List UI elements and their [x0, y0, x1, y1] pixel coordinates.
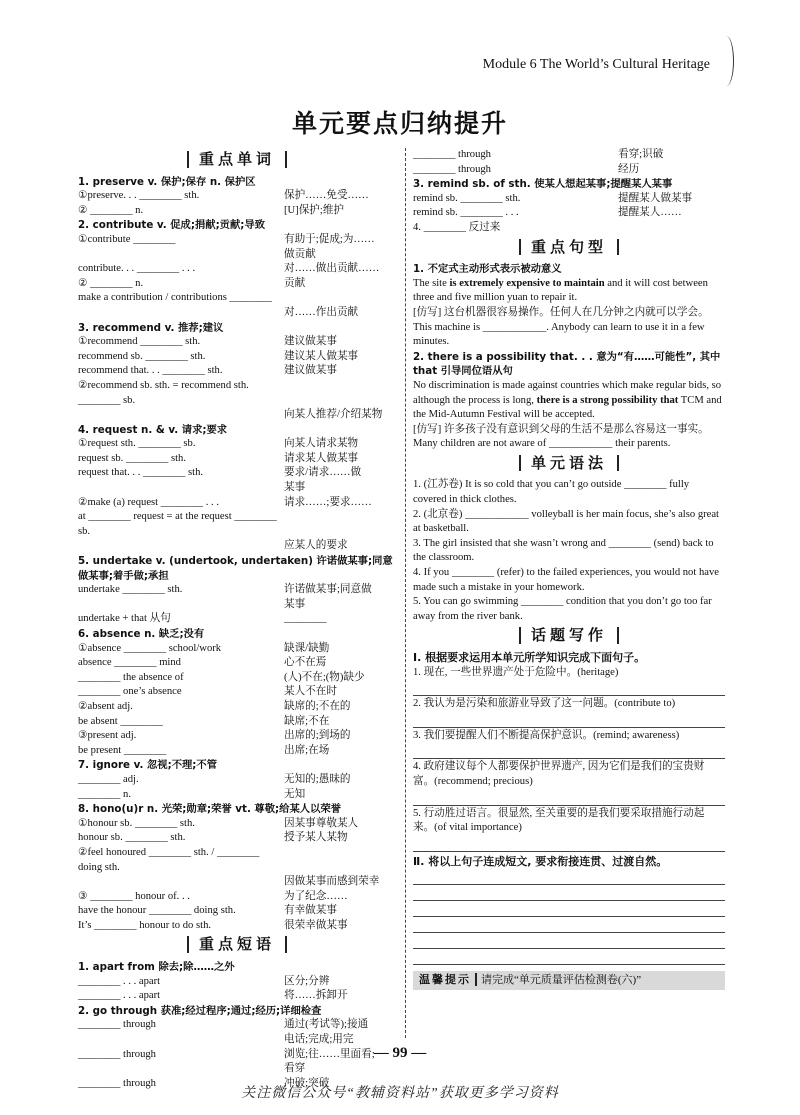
chinese-meaning: 建议某人做某事: [284, 350, 359, 362]
chinese-meaning: [618, 221, 725, 236]
item-heading: 2. go through 获准;经过程序;通过;经历;详细检查: [78, 1004, 322, 1017]
module-header: Module 6 The World’s Cultural Heritage: [482, 57, 710, 72]
fill-blank-row[interactable]: [78, 831, 396, 846]
english-phrase: [78, 1062, 284, 1077]
english-phrase: ③ ________ honour of. . .: [78, 890, 190, 902]
chinese-meaning: 向某人推荐/介绍某物: [284, 409, 383, 421]
fill-blank-row[interactable]: [78, 975, 396, 990]
chinese-meaning: 应某人的要求: [284, 540, 348, 552]
chinese-meaning: 贡献: [284, 277, 306, 289]
chinese-meaning: 某事: [284, 482, 306, 494]
english-phrase: [78, 481, 284, 496]
english-phrase: ________ . . . apart: [78, 990, 161, 1002]
column-divider: [405, 148, 406, 1038]
fill-blank-row[interactable]: [78, 481, 396, 496]
chinese-meaning: 授予某人某物: [284, 832, 348, 844]
phrases-continued-list: [413, 148, 725, 236]
chinese-meaning: 提醒某人……: [618, 207, 682, 219]
writing-part-1: Ⅰ. 根据要求运用本单元所学知识完成下面句子。: [413, 651, 646, 664]
fill-blank-row[interactable]: [78, 989, 396, 1004]
fill-blank-row[interactable]: [78, 437, 396, 452]
fill-blank-row[interactable]: [78, 583, 396, 598]
fill-blank-row[interactable]: [78, 248, 396, 263]
chinese-meaning: 无知的;愚昧的: [284, 773, 351, 785]
english-phrase: [78, 408, 284, 423]
english-phrase: ①preserve. . . ________ sth.: [78, 190, 200, 202]
fill-blank-row[interactable]: [78, 729, 396, 744]
chinese-meaning: 冲破;突破: [284, 1077, 330, 1089]
english-phrase: ② ________ n.: [78, 204, 144, 216]
chinese-meaning: [284, 510, 396, 539]
english-phrase: [78, 306, 284, 321]
fill-blank-row[interactable]: [78, 1062, 396, 1077]
chinese-meaning: 要求/请求……做: [284, 467, 362, 479]
english-phrase: ②recommend sb. sth. = recommend sth. ________ sb.: [78, 379, 249, 406]
english-phrase: [78, 598, 284, 613]
writing-item[interactable]: 3. 我们要提醒人们不断提高保护意识。(remind; awareness): [413, 729, 680, 741]
sentence-pattern-1: 1. 不定式主动形式表示被动意义 The site is extremely expensive to maintain and it will cost between three and five million yuan to repair it. [仿写] 这台机器很容易操作。任何人在几分钟之内就可以学会。 This machine is ____________. Anybody can learn to use it in a few minutes.: [413, 262, 725, 350]
english-phrase: ③present adj.: [78, 730, 137, 742]
chinese-meaning: 很荣幸做某事: [284, 919, 348, 931]
item-heading: 5. undertake v. (undertook, undertaken) 许诺做某事;同意做某事;着手做;承担: [78, 555, 393, 582]
grammar-item[interactable]: 3. The girl insisted that she wasn’t wrong and ________ (send) back to the classroom.: [413, 537, 714, 564]
page-number: — 99 —: [373, 1045, 427, 1061]
key-phrases-list: [78, 960, 396, 1091]
essay-answer-lines[interactable]: [413, 870, 725, 965]
writing-item[interactable]: 5. 行动胜过语言。很显然, 至关重要的是我们要采取措施行动起来。(of vital importance): [413, 807, 705, 834]
tip-box: 温馨提示 请完成“单元质量评估检测卷(六)”: [413, 971, 725, 990]
english-phrase: ②make (a) request ________ . . .: [78, 496, 219, 508]
english-phrase: ________ through: [78, 1048, 156, 1060]
fill-blank-row[interactable]: [78, 817, 396, 832]
chinese-meaning: 缺席;不在: [284, 715, 330, 727]
english-phrase: be absent ________: [78, 715, 163, 727]
answer-line[interactable]: [413, 791, 725, 806]
item-heading: 7. ignore v. 忽视;不理;不管: [78, 759, 217, 772]
chinese-meaning: 许诺做某事;同意做: [284, 584, 372, 596]
chinese-meaning: 电话;完成;用完: [284, 1034, 354, 1046]
answer-line[interactable]: [413, 837, 725, 852]
chinese-meaning: ________: [284, 613, 327, 625]
english-phrase: recommend sb. ________ sth.: [78, 350, 206, 362]
fill-blank-row[interactable]: [78, 350, 396, 365]
english-phrase: ② ________ n.: [78, 277, 144, 289]
fill-blank-row[interactable]: [78, 788, 396, 803]
english-phrase: undertake + that 从句: [78, 613, 171, 625]
chinese-meaning: 有助于;促成;为……: [284, 233, 375, 245]
chinese-meaning: 有幸做某事: [284, 905, 337, 917]
fill-blank-row[interactable]: [78, 364, 396, 379]
chinese-meaning: 缺席的;不在的: [284, 700, 351, 712]
fill-blank-row[interactable]: [78, 671, 396, 686]
answer-line[interactable]: [413, 744, 725, 759]
item-heading: 6. absence n. 缺乏;没有: [78, 628, 205, 640]
english-phrase: ①request sth. ________ sb.: [78, 438, 196, 450]
chinese-meaning: 请求某人做某事: [284, 452, 359, 464]
english-phrase: honour sb. ________ sth.: [78, 832, 186, 844]
chinese-meaning: 因做某事而感到荣幸: [284, 876, 380, 888]
fill-blank-row[interactable]: [78, 306, 396, 321]
fill-blank-row[interactable]: [78, 656, 396, 671]
section-key-words: 重点单词: [78, 151, 396, 170]
item-heading: 1. apart from 除去;除……之外: [78, 961, 235, 974]
english-phrase: remind sb. ________ sth.: [413, 192, 521, 204]
item-heading: 2. contribute v. 促成;捐献;贡献;导致: [78, 219, 265, 232]
chinese-meaning: 将……拆卸开: [284, 990, 348, 1002]
english-phrase: ________ adj.: [78, 773, 139, 785]
fill-blank-row[interactable]: [78, 189, 396, 204]
chinese-meaning: 看穿: [284, 1063, 306, 1075]
fill-blank-row[interactable]: [78, 612, 396, 627]
fill-blank-row[interactable]: [78, 904, 396, 919]
chinese-meaning: 请求……;要求……: [284, 496, 372, 508]
fill-blank-row[interactable]: [78, 466, 396, 481]
chinese-meaning: [284, 846, 396, 875]
fill-blank-row[interactable]: [78, 277, 396, 292]
chinese-meaning: [284, 291, 396, 306]
fill-blank-row[interactable]: [78, 1018, 396, 1033]
fill-blank-row[interactable]: [78, 919, 396, 934]
english-phrase: contribute. . . ________ . . .: [78, 263, 196, 275]
chinese-meaning: (人)不在;(物)缺少: [284, 671, 365, 683]
section-key-sentences: 重点句型: [413, 239, 725, 258]
english-phrase: make a contribution / contributions ________: [78, 292, 272, 304]
grammar-item[interactable]: 4. If you ________ (refer) to the failed experiences, you would not have made such a mistake in your homework.: [413, 567, 719, 593]
fill-blank-row[interactable]: [78, 539, 396, 554]
item-heading: 8. hono(u)r n. 光荣;勋章;荣誉 vt. 尊敬;给某人以荣誉: [78, 803, 341, 816]
section-key-phrases: 重点短语: [78, 936, 396, 955]
fill-blank-row[interactable]: [413, 163, 725, 178]
fill-blank-row[interactable]: [78, 890, 396, 905]
footer-note: 关注微信公众号“教辅资料站”获取更多学习资料: [241, 1086, 559, 1101]
chinese-meaning: 经历: [618, 163, 640, 175]
chinese-meaning: 对……作出贡献: [284, 306, 359, 318]
english-phrase: It’s ________ honour to do sth.: [78, 919, 212, 931]
chinese-meaning: 建议做某事: [284, 365, 337, 377]
fill-blank-row[interactable]: [78, 700, 396, 715]
english-phrase: request that. . . ________ sth.: [78, 467, 204, 479]
english-phrase: ________ through: [413, 149, 491, 160]
writing-item[interactable]: 1. 现在, 一些世界遗产处于危险中。(heritage): [413, 666, 619, 678]
english-phrase: [78, 539, 284, 554]
fill-blank-row[interactable]: [413, 221, 725, 236]
fill-blank-row[interactable]: [78, 642, 396, 657]
fill-blank-row[interactable]: [78, 335, 396, 350]
english-phrase: ①recommend ________ sth.: [78, 336, 201, 348]
chinese-meaning: 提醒某人做某事: [618, 192, 693, 204]
fill-blank-row[interactable]: [78, 379, 396, 408]
chinese-meaning: 看穿;识破: [618, 149, 664, 160]
item-heading: 3. recommend v. 推荐;建议: [78, 321, 224, 334]
chinese-meaning: 浏览;往……里面看;: [284, 1048, 375, 1060]
chinese-meaning: 出席;在场: [284, 744, 330, 756]
english-phrase: absence ________ mind: [78, 657, 181, 669]
fill-blank-row[interactable]: [78, 291, 396, 306]
answer-line[interactable]: [413, 713, 725, 728]
english-phrase: request sb. ________ sth.: [78, 452, 186, 464]
fill-blank-row[interactable]: [413, 192, 725, 207]
english-phrase: ________ through: [413, 163, 491, 175]
chinese-meaning: 缺课/缺勤: [284, 642, 330, 654]
english-phrase: recommend that. . . ________ sth.: [78, 365, 223, 377]
chinese-meaning: 对……做出贡献……: [284, 263, 380, 275]
english-phrase: undertake ________ sth.: [78, 584, 183, 596]
english-phrase: ________ the absence of: [78, 671, 184, 683]
writing-exercises: [413, 666, 725, 852]
english-phrase: ________ . . . apart: [78, 975, 161, 987]
chinese-meaning: 某事: [284, 598, 306, 610]
english-phrase: ①honour sb. ________ sth.: [78, 817, 195, 829]
english-phrase: remind sb. ________ . . .: [413, 207, 519, 219]
chinese-meaning: 心不在焉: [284, 657, 327, 669]
chinese-meaning: 区分;分辨: [284, 975, 330, 987]
fill-blank-row[interactable]: [78, 846, 396, 875]
english-phrase: ________ n.: [78, 788, 131, 800]
key-words-list: [78, 175, 396, 934]
fill-blank-row[interactable]: [78, 510, 396, 539]
fill-blank-sentence[interactable]: This machine is ____________. Anybody can learn to use it in a few minutes.: [413, 321, 705, 348]
sentence-pattern-2: 2. there is a possibility that. . . 意为“有……可能性”, 其中 that 引导同位语从句 No discrimination is made against countries which make regular bids, so although the process is long, there is a strong possibility that TCM and the Mid-Autumn Festival will be accepted. [仿写] 许多孩子没有意识到父母的生活不是那么容易这一事实。 Many children are not aware of ____________ their parents.: [413, 350, 725, 452]
fill-blank-row[interactable]: [78, 204, 396, 219]
writing-item[interactable]: 2. 我认为是污染和旅游业导致了这一问题。(contribute to): [413, 698, 676, 710]
english-phrase: at ________ request = at the request ________ sb.: [78, 511, 277, 537]
fill-blank-row[interactable]: [78, 496, 396, 511]
english-phrase: [78, 248, 284, 263]
right-column: [413, 148, 725, 990]
fill-blank-row[interactable]: [78, 685, 396, 700]
fill-blank-row[interactable]: [78, 598, 396, 613]
fill-blank-row[interactable]: [78, 875, 396, 890]
chinese-meaning: 为了纪念……: [284, 890, 348, 902]
writing-part-2: Ⅱ. 将以上句子连成短文, 要求衔接连贯、过渡自然。: [413, 854, 668, 868]
english-phrase: be present ________: [78, 744, 167, 756]
english-phrase: [78, 875, 284, 890]
header-bracket-decoration: [719, 36, 734, 86]
fill-blank-row[interactable]: [78, 452, 396, 467]
grammar-exercises: [413, 478, 725, 624]
section-grammar: 单元语法: [413, 455, 725, 474]
section-writing: 话题写作: [413, 627, 725, 646]
chinese-meaning: 无知: [284, 788, 306, 800]
answer-line[interactable]: [413, 681, 725, 696]
chinese-meaning: 向某人请求某物: [284, 438, 359, 450]
english-phrase: ________ one’s absence: [78, 686, 182, 698]
chinese-meaning: 建议做某事: [284, 336, 337, 348]
fill-blank-row[interactable]: [78, 715, 396, 730]
writing-item[interactable]: 4. 政府建议每个人都要保护世界遗产, 因为它们是我们的宝贵财富。(recommend; precious): [413, 761, 705, 787]
grammar-item[interactable]: 2. (北京卷) ____________ volleyball is her main focus, she’s also great at basketball.: [413, 508, 719, 535]
english-phrase: ②absent adj.: [78, 700, 133, 712]
chinese-meaning: [U]保护;维护: [284, 204, 345, 216]
fill-blank-row[interactable]: [413, 148, 725, 163]
chinese-meaning: 因某事尊敬某人: [284, 817, 359, 829]
item-heading: 3. remind sb. of sth. 使某人想起某事;提醒某人某事: [413, 178, 673, 191]
english-phrase: ①absence ________ school/work: [78, 642, 222, 654]
grammar-item[interactable]: 1. (江苏卷) It is so cold that you can’t go outside ________ fully covered in thick clothes.: [413, 479, 690, 506]
fill-blank-row[interactable]: [78, 773, 396, 788]
page-title: 单元要点归纳提升: [291, 109, 508, 138]
fill-blank-row[interactable]: [78, 408, 396, 423]
english-phrase: ①contribute ________: [78, 233, 176, 245]
english-phrase: ________ through: [78, 1077, 156, 1089]
item-heading: 4. request n. & v. 请求;要求: [78, 423, 228, 436]
grammar-item[interactable]: 5. You can go swimming ________ condition that you don’t go too far away from the river bank.: [413, 596, 712, 622]
fill-blank-row[interactable]: [78, 233, 396, 248]
chinese-meaning: 通过(考试等);接通: [284, 1019, 369, 1031]
english-phrase: have the honour ________ doing sth.: [78, 905, 236, 917]
chinese-meaning: 某人不在时: [284, 686, 337, 698]
chinese-meaning: [284, 379, 396, 408]
english-phrase: ②feel honoured ________ sth. / ________ doing sth.: [78, 846, 260, 873]
chinese-meaning: 出席的;到场的: [284, 730, 351, 742]
english-phrase: ________ through: [78, 1019, 156, 1031]
fill-blank-sentence[interactable]: Many children are not aware of ____________ their parents.: [413, 438, 671, 450]
fill-blank-row[interactable]: [78, 262, 396, 277]
fill-blank-row[interactable]: [413, 206, 725, 221]
item-heading: 1. preserve v. 保护;保存 n. 保护区: [78, 175, 256, 188]
english-phrase: 4. ________ 反过来: [413, 221, 501, 233]
left-column: [78, 148, 396, 1091]
fill-blank-row[interactable]: [78, 744, 396, 759]
chinese-meaning: 保护……免受……: [284, 190, 369, 202]
chinese-meaning: 做贡献: [284, 248, 316, 260]
